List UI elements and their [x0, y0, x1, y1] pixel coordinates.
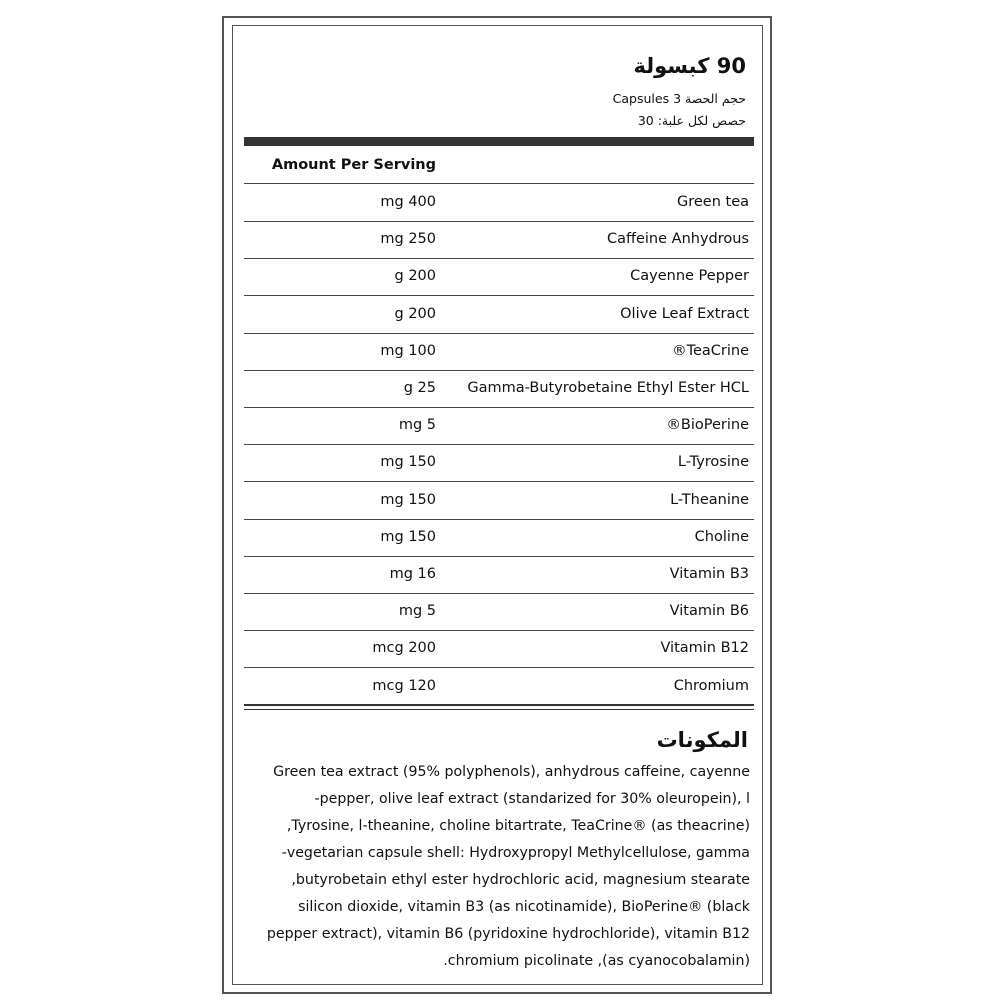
ingredient-cell: ®BioPerine — [666, 417, 749, 434]
table-row — [244, 519, 754, 557]
table-row — [244, 258, 754, 296]
ingredient-cell: Gamma-Butyrobetaine Ethyl Ester HCL — [467, 380, 749, 396]
ingredient-cell: Chromium — [673, 677, 749, 694]
table-row — [244, 184, 754, 222]
serving-size: حجم الحصة 3 Capsules — [612, 91, 746, 106]
table-row — [244, 370, 754, 408]
amount-cell: mg 150 — [380, 454, 436, 471]
ingredient-cell: Vitamin B12 — [660, 640, 749, 657]
ingredients-line: Green tea extract (95% polyphenols), anhydrous caffeine, cayenne — [273, 764, 750, 780]
table-row — [244, 444, 754, 482]
amount-cell: g 25 — [403, 380, 436, 396]
table-end-divider-thin — [244, 709, 754, 710]
amount-cell: mg 150 — [380, 528, 436, 545]
ingredients-text — [250, 759, 750, 975]
ingredients-line: vegetarian capsule shell: Hydroxypropyl Methylcellulose, gamma- — [281, 845, 750, 861]
ingredient-cell: L-Tyrosine — [677, 454, 749, 471]
table-row — [244, 556, 754, 594]
capsule-count-title: 90 كبسولة — [633, 54, 746, 78]
table-row — [244, 221, 754, 259]
ingredients-line: (as cyanocobalamin), chromium picolinate. — [443, 953, 750, 969]
ingredients-line: pepper, olive leaf extract (standarized for 30% oleuropein), l- — [314, 791, 750, 807]
table-row — [244, 407, 754, 445]
ingredient-cell: Caffeine Anhydrous — [606, 231, 749, 248]
ingredient-cell: Vitamin B3 — [669, 566, 749, 582]
ingredient-cell: Olive Leaf Extract — [620, 305, 749, 322]
table-row — [244, 333, 754, 371]
amount-cell: g 200 — [394, 305, 436, 322]
table-row — [244, 668, 754, 705]
ingredients-line: Tyrosine, l-theanine, choline bitartrate, TeaCrine® (as theacrine), — [286, 818, 750, 834]
ingredient-cell: L-Theanine — [670, 491, 749, 508]
ingredients-line: silicon dioxide, vitamin B3 (as nicotinamide), BioPerine® (black — [298, 899, 750, 915]
amount-cell: mg 16 — [389, 566, 436, 582]
table-row — [244, 630, 754, 668]
amount-cell: mcg 200 — [372, 640, 436, 657]
ingredient-cell: Cayenne Pepper — [630, 268, 749, 285]
ingredient-cell: Vitamin B6 — [669, 603, 749, 620]
ingredient-cell: ®TeaCrine — [672, 342, 749, 359]
ingredients-line: butyrobetain ethyl ester hydrochloric acid, magnesium stearate, — [291, 872, 750, 888]
servings-per-container: حصص لكل علبة: 30 — [637, 113, 746, 128]
amount-cell: mg 150 — [380, 491, 436, 508]
amount-cell: mg 250 — [380, 231, 436, 248]
amount-cell: mg 5 — [398, 603, 436, 620]
amount-cell: mg 5 — [398, 417, 436, 434]
amount-cell: mcg 120 — [372, 677, 436, 694]
amount-cell: mg 100 — [380, 342, 436, 359]
thick-divider — [244, 137, 754, 146]
table-row — [244, 593, 754, 631]
amount-cell: g 200 — [394, 268, 436, 285]
ingredients-title: المكونات — [656, 728, 748, 752]
amount-per-serving-header: Amount Per Serving — [271, 157, 436, 173]
ingredient-cell: Green tea — [676, 194, 749, 210]
table-row — [244, 482, 754, 520]
table-row — [244, 296, 754, 334]
ingredient-cell: Choline — [694, 528, 749, 545]
amount-cell: mg 400 — [380, 194, 436, 210]
ingredients-line: pepper extract), vitamin B6 (pyridoxine hydrochloride), vitamin B12 — [266, 926, 750, 942]
table-end-divider — [244, 704, 754, 706]
